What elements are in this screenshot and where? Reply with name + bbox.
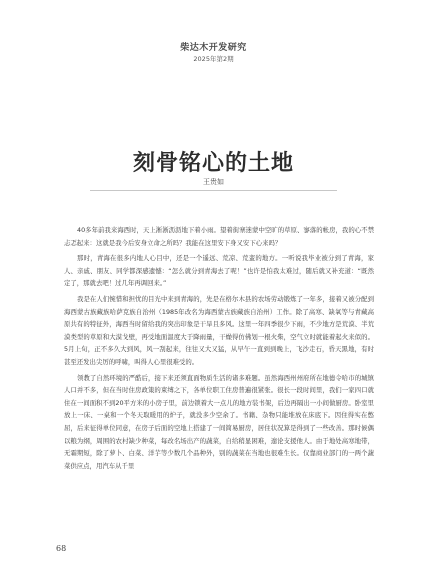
journal-header	[0, 40, 427, 63]
article-title: 刻骨铭心的土地	[132, 150, 294, 176]
paragraph: 40多年前我来海西时，天上淅淅沥沥地下着小雨。望着街寨迷蒙中空旷的草原、寥落的帐房，我的心不禁忐忑起来：这就是我今后安身立命之所吗？我能在这里安下身又安下心来吗？	[64, 226, 374, 247]
article-body	[64, 224, 374, 475]
paragraph: 领教了自然环境的严酷后，接下来还须直面物质生活的诸多难题。虽然海西州州府所在地德令哈市的城镇人口并不多，但在当时住房政策的束缚之下，各单位职工住房普遍很紧张。很长一段时间里，我们一家四口就住在一间面积不到20平方米的小房子里，前边锁着大一点儿的地方装书架，后边再隔出一小间做厨房。卧室里放上一床、一桌和一个冬天取暖用的炉子，就没多少空余了。书籍、杂物只能堆放在床底下。因住得实在憋屈，后来征得单位同意，在房子后面的空地上搭建了一间简易厨房，居住状况算是得到了一些改善。那时候偶以粮为纲，周围的农村缺少种菜，每改名场出产的蔬菜，自给稍显困难，遑论支援他人。由于地处高寒地带，无霜期短，除了萝卜、白菜、洋芋等少数几个品种外，别的蔬菜在当地也很难生长。仅靠商业部门的一两个蔬菜供应点，用汽车从千里	[64, 373, 374, 470]
article-author: 王贵如	[203, 178, 224, 186]
paragraph: 那时，青海在很多内地人心目中，还是一个遥远、荒凉、荒蛮的地方。一听说我毕业被分到了青海，家人、亲戚、朋友、同学都深感遗憾：“怎么就分到青海去了呢！”也许是怕我太难过，随后就又补充道：“既然定了，那就去吧！过几年再调回来。”	[64, 254, 374, 288]
issue-label: 2025年第2期	[193, 55, 234, 63]
page-number: 68	[56, 544, 67, 553]
title-divider	[90, 190, 337, 191]
journal-name: 柴达木开发研究	[180, 43, 247, 53]
paragraph: 我是在人们惋惜和担忧的目光中来到青海的，先是在格尔木县的农场劳动锻炼了一年多，接着又被分配到海西蒙古族藏族哈萨克族自治州（1985年改名为海西蒙古族藏族自治州）工作。除了高寒、缺氧等与青藏高原共有的特征外，海西当时留给我的突出印象是干旱且多风。这里一年四季很少下雨，不少地方是荒漠、半荒漠类型的草原和大漠戈壁，再受地面温度大于降雨量，干燥得仿佛划一根火柴，空气立时就能着起火来似的。5月上旬，正不多久大到风，风一刮起来，往往又大又猛，从早午一直到到晚上，飞沙走石，昏天黑地，有时甚至还发出尖厉的呼啸，叫得人心里很难受的。	[64, 294, 374, 366]
